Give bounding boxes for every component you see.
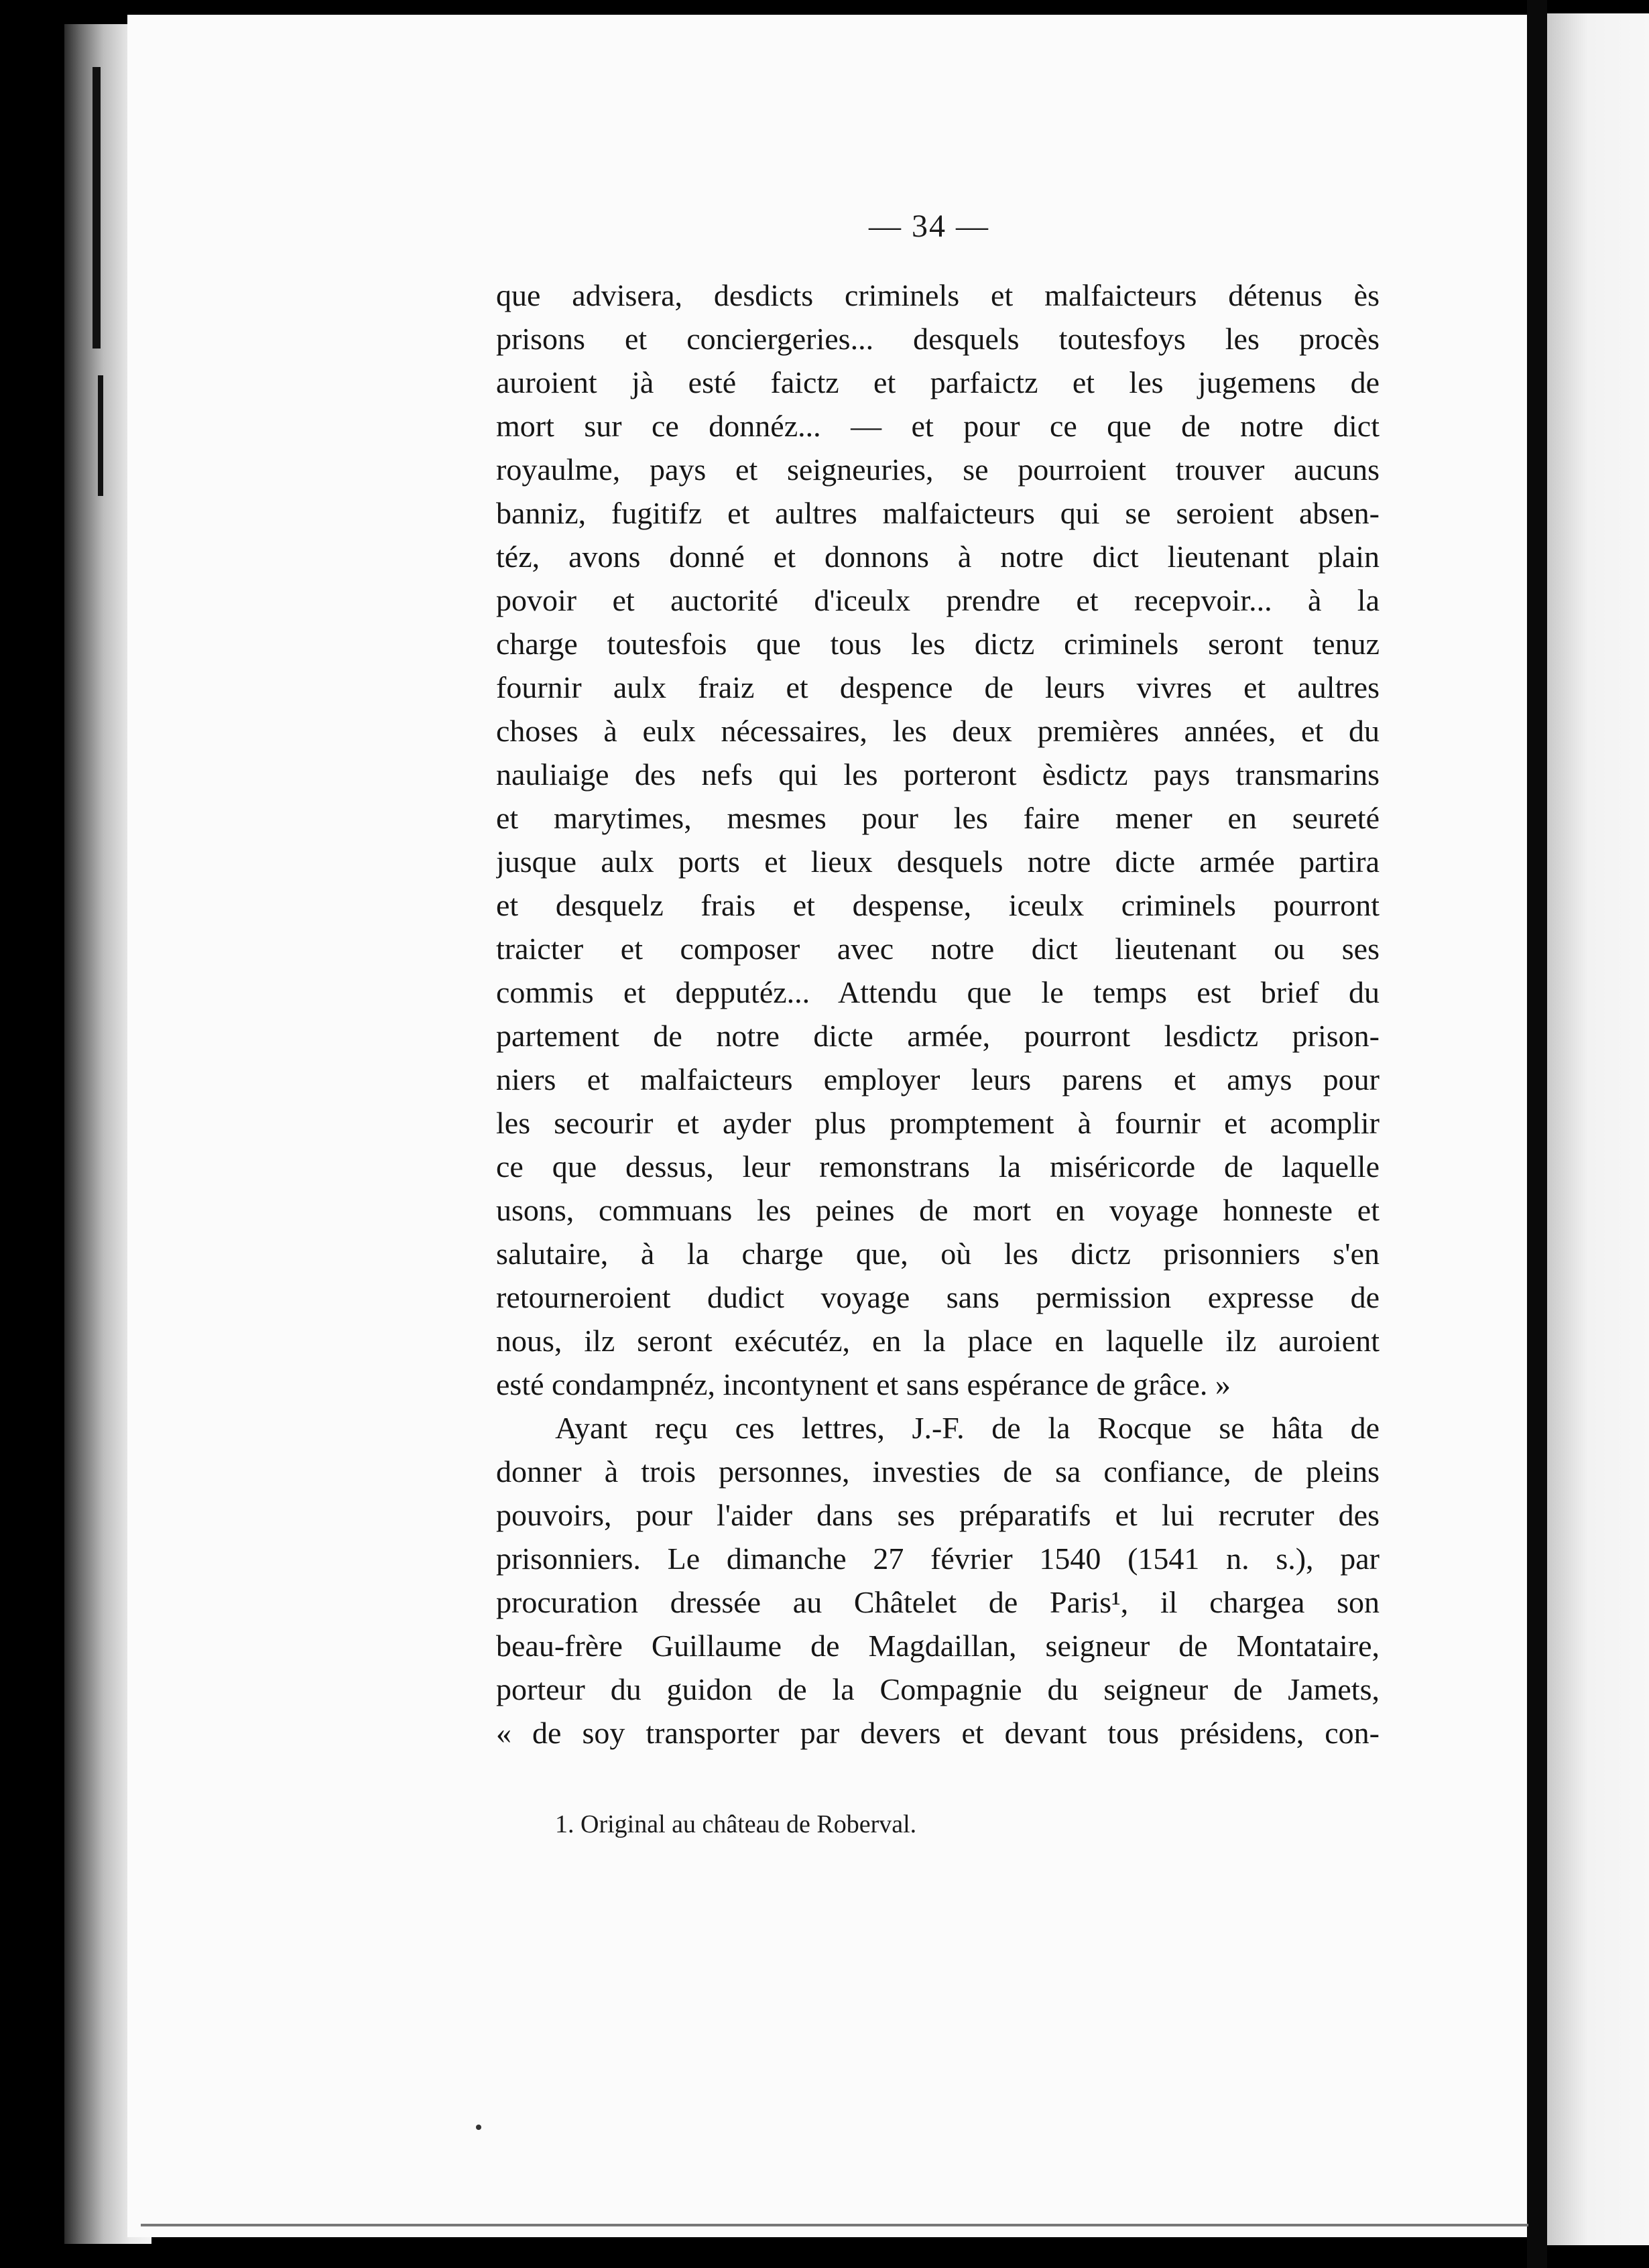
text-line: traicter et composer avec notre dict lieutenant ou ses xyxy=(496,932,1380,966)
text-line: fournir aulx fraiz et despence de leurs vivres et aultres xyxy=(496,670,1380,704)
text-line: charge toutesfois que tous les dictz criminels seront tenuz xyxy=(496,627,1380,661)
text-line: ce que dessus, leur remonstrans la miséricorde de laquelle xyxy=(496,1149,1380,1184)
text-line: et marytimes, mesmes pour les faire mener en seureté xyxy=(496,801,1380,835)
text-line: esté condampnéz, incontynent et sans espérance de grâce. » xyxy=(496,1367,1231,1401)
text-line: nauliaige des nefs qui les porteront èsdictz pays transmarins xyxy=(496,757,1380,792)
footnote: 1. Original au château de Roberval. xyxy=(555,1810,917,1838)
text-line: commis et depputéz... Attendu que le temps est brief du xyxy=(496,975,1380,1009)
text-line: niers et malfaicteurs employer leurs parens et amys pour xyxy=(496,1062,1380,1096)
text-line: prisons et conciergeries... desquels toutesfoys les procès xyxy=(496,322,1380,356)
page-edge-shadow xyxy=(1527,0,1547,2268)
text-line: banniz, fugitifz et aultres malfaicteurs qui se seroient absen- xyxy=(496,496,1380,530)
text-line: partement de notre dicte armée, pourront lesdictz prison- xyxy=(496,1019,1380,1053)
text-line: mort sur ce donnéz... — et pour ce que de notre dict xyxy=(496,409,1380,443)
text-line: auroient jà esté faictz et parfaictz et les jugemens de xyxy=(496,365,1380,399)
facing-page-edge xyxy=(1547,13,1649,2245)
text-line: beau-frère Guillaume de Magdaillan, seigneur de Montataire, xyxy=(496,1629,1380,1663)
text-line: salutaire, à la charge que, où les dictz prisonniers s'en xyxy=(496,1237,1380,1271)
text-line: choses à eulx nécessaires, les deux premières années, et du xyxy=(496,714,1380,748)
binding-shadow xyxy=(93,67,101,349)
text-line: prisonniers. Le dimanche 27 février 1540 (1541 n. s.), par xyxy=(496,1541,1380,1576)
binding-shadow xyxy=(98,375,103,496)
text-line: « de soy transporter par devers et devant tous présidens, con- xyxy=(496,1716,1380,1750)
text-line: et desquelz frais et despense, iceulx criminels pourront xyxy=(496,888,1380,922)
page-bottom-edge xyxy=(141,2224,1528,2226)
text-line: porteur du guidon de la Compagnie du seigneur de Jamets, xyxy=(496,1672,1380,1706)
text-line: procuration dressée au Châtelet de Paris¹, il chargea son xyxy=(496,1585,1380,1619)
text-line: pouvoirs, pour l'aider dans ses préparatifs et lui recruter des xyxy=(496,1498,1380,1532)
text-line: povoir et auctorité d'iceulx prendre et recepvoir... à la xyxy=(496,583,1380,617)
text-line: les secourir et ayder plus promptement à fournir et acomplir xyxy=(496,1106,1380,1140)
text-line: Ayant reçu ces lettres, J.-F. de la Rocque se hâta de xyxy=(555,1411,1380,1445)
page-number: — 34 — xyxy=(869,208,989,244)
text-line: royaulme, pays et seigneuries, se pourroient trouver aucuns xyxy=(496,452,1380,487)
text-line: téz, avons donné et donnons à notre dict lieutenant plain xyxy=(496,540,1380,574)
text-line: usons, commuans les peines de mort en voyage honneste et xyxy=(496,1193,1380,1227)
ink-speck xyxy=(476,2125,481,2130)
text-line: donner à trois personnes, investies de sa confiance, de pleins xyxy=(496,1454,1380,1489)
text-line: nous, ilz seront exécutéz, en la place en laquelle ilz auroient xyxy=(496,1324,1380,1358)
text-line: que advisera, desdicts criminels et malfaicteurs détenus ès xyxy=(496,278,1380,312)
text-line: jusque aulx ports et lieux desquels notre dicte armée partira xyxy=(496,844,1380,879)
text-line: retourneroient dudict voyage sans permission expresse de xyxy=(496,1280,1380,1314)
body-text xyxy=(496,273,1380,1755)
